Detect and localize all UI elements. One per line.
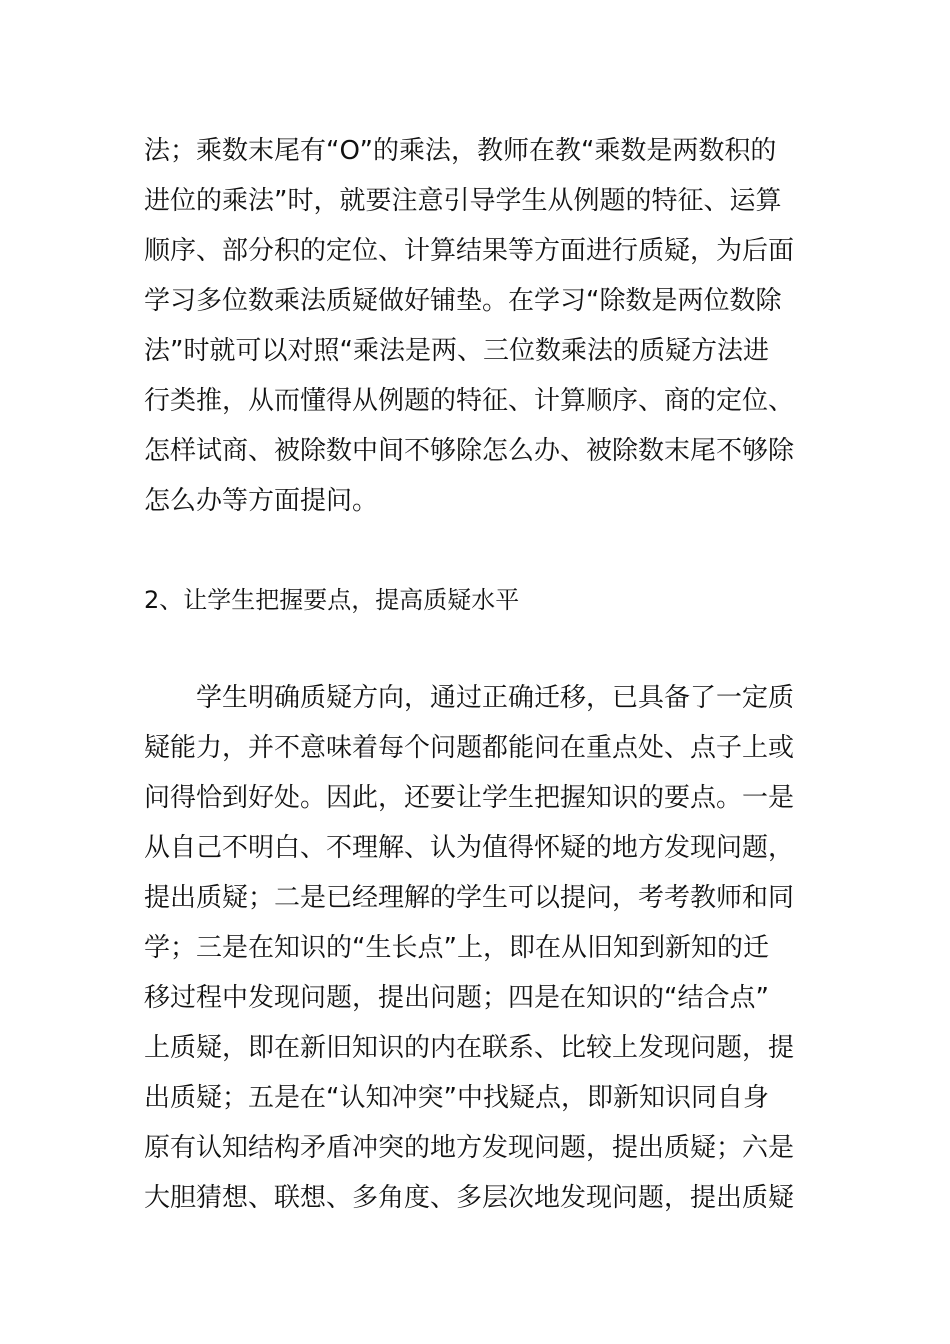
text-line: 法”时就可以对照“乘法是两、三位数乘法的质疑方法进 [144,336,769,366]
text-line: 行类推，从而懂得从例题的特征、计算顺序、商的定位、 [144,386,795,416]
paragraph-bottom [144,673,824,1223]
text-line: 移过程中发现问题，提出问题；四是在知识的“结合点” [144,983,769,1013]
text-line: 上质疑，即在新旧知识的内在联系、比较上发现问题，提 [144,1033,795,1063]
text-line: 大胆猜想、联想、多角度、多层次地发现问题，提出质疑 [144,1183,795,1213]
text-line: 法；乘数末尾有“O”的乘法，教师在教“乘数是两数积的 [144,136,777,166]
text-line: 学生明确质疑方向，通过正确迁移，已具备了一定质 [196,683,795,713]
text-line: 问得恰到好处。因此，还要让学生把握知识的要点。一是 [144,783,795,813]
text-line: 从自己不明白、不理解、认为值得怀疑的地方发现问题， [144,833,795,863]
text-line: 怎样试商、被除数中间不够除怎么办、被除数末尾不够除 [144,436,795,466]
text-line: 提出质疑；二是已经理解的学生可以提问，考考教师和同 [144,883,795,913]
text-line: 原有认知结构矛盾冲突的地方发现问题，提出质疑；六是 [144,1133,795,1163]
text-line: 怎么办等方面提问。 [144,486,379,516]
text-line: 疑能力，并不意味着每个问题都能问在重点处、点子上或 [144,733,795,763]
section-heading: 2、让学生把握要点，提高质疑水平 [144,586,520,614]
text-line: 学；三是在知识的“生长点”上，即在从旧知到新知的迁 [144,933,769,963]
text-line: 顺序、部分积的定位、计算结果等方面进行质疑，为后面 [144,236,795,266]
text-line: 进位的乘法”时，就要注意引导学生从例题的特征、运算 [144,186,782,216]
text-line: 出质疑；五是在“认知冲突”中找疑点，即新知识同自身 [144,1083,769,1113]
text-line: 学习多位数乘法质疑做好铺垫。在学习“除数是两位数除 [144,286,782,316]
paragraph-top [144,126,824,526]
